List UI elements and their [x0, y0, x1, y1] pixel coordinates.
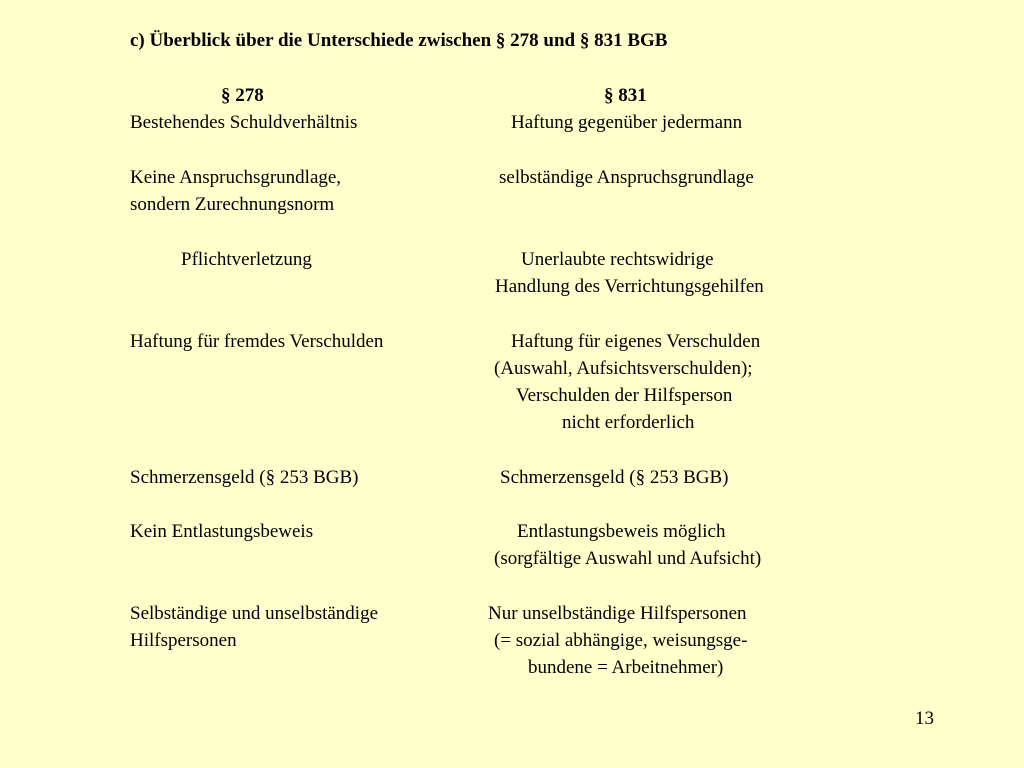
right-text: Nur unselbständige Hilfspersonen [488, 603, 747, 624]
slide-title: c) Überblick über die Unterschiede zwischen § 278 und § 831 BGB [130, 30, 668, 51]
left-text: Schmerzensgeld (§ 253 BGB) [130, 467, 359, 488]
right-text: selbständige Anspruchsgrundlage [499, 167, 754, 188]
left-text: Bestehendes Schuldverhältnis [130, 112, 358, 133]
right-text: Haftung gegenüber jedermann [511, 112, 743, 133]
left-text: Kein Entlastungsbeweis [130, 521, 314, 542]
right-text: bundene = Arbeitnehmer) [528, 657, 724, 678]
right-text: (Auswahl, Aufsichtsverschulden); [494, 358, 753, 379]
left-text: Hilfspersonen [130, 630, 237, 651]
right-text: Schmerzensgeld (§ 253 BGB) [500, 467, 729, 488]
header-section-831: § 831 [604, 85, 647, 106]
left-text: Haftung für fremdes Verschulden [130, 331, 384, 352]
header-section-278: § 278 [221, 85, 264, 106]
right-text: (sorgfältige Auswahl und Aufsicht) [494, 548, 762, 569]
right-text: Haftung für eigenes Verschulden [511, 331, 761, 352]
right-text: Unerlaubte rechtswidrige [521, 249, 714, 270]
right-text: nicht erforderlich [562, 412, 695, 433]
page-number: 13 [915, 708, 934, 729]
right-text: (= sozial abhängige, weisungsge- [494, 630, 748, 651]
left-text: Selbständige und unselbständige [130, 603, 379, 624]
right-text: Handlung des Verrichtungsgehilfen [495, 276, 764, 297]
left-text: Keine Anspruchsgrundlage, [130, 167, 342, 188]
right-text: Entlastungsbeweis möglich [517, 521, 726, 542]
right-text: Verschulden der Hilfsperson [516, 385, 733, 406]
left-text: Pflichtverletzung [181, 249, 312, 270]
left-text: sondern Zurechnungsnorm [130, 194, 335, 215]
